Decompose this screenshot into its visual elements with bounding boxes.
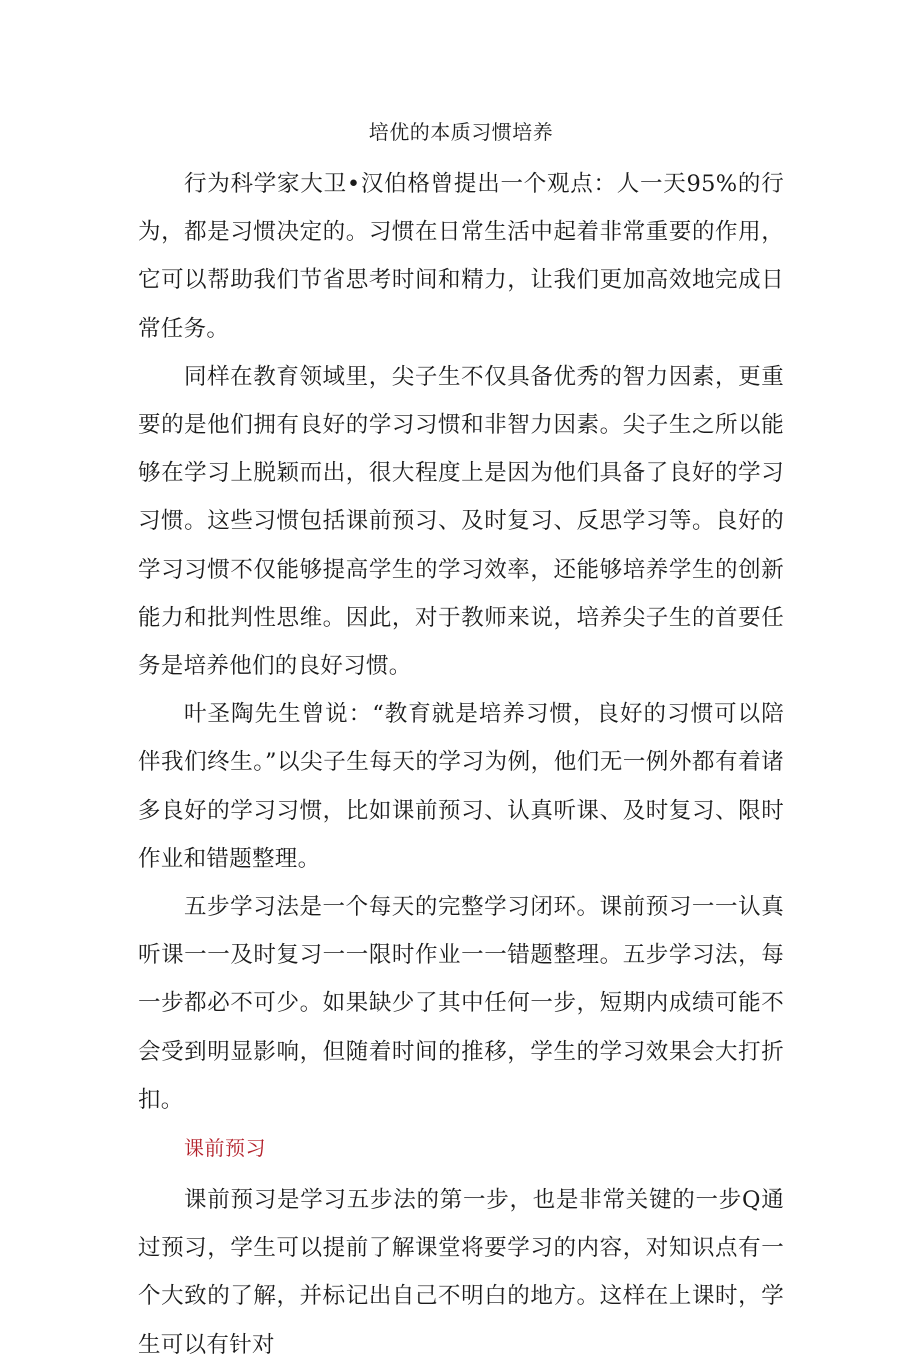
paragraph-habit-behavior: 行为科学家大卫•汉伯格曾提出一个观点：人一天95%的行为，都是习惯决定的。习惯在日常生活中起着非常重要的作用，它可以帮助我们节省思考时间和精力，让我们更加高效地完成日常任务。 (138, 171, 784, 342)
document-title: 培优的本质习惯培养 (368, 120, 554, 144)
paragraph-five-step-method: 五步学习法是一个每天的完整学习闭环。课前预习一一认真听课一一及时复习一一限时作业一一错题整理。五步学习法，每一步都必不可少。如果缺少了其中任何一步，短期内成绩可能不会受到明显影响，但随着时间的推移，学生的学习效果会大打折扣。 (138, 894, 784, 1113)
paragraph-education-field: 同样在教育领域里，尖子生不仅具备优秀的智力因素，更重要的是他们拥有良好的学习习惯和非智力因素。尖子生之所以能够在学习上脱颖而出，很大程度上是因为他们具备了良好的学习习惯。这些习惯包括课前预习、及时复习、反思学习等。良好的学习习惯不仅能够提高学生的学习效率，还能够培养学生的创新能力和批判性思维。因此，对于教师来说，培养尖子生的首要任务是培养他们的良好习惯。 (138, 363, 784, 680)
paragraph-preview-intro: 课前预习是学习五步法的第一步，也是非常关键的一步Q通过预习，学生可以提前了解课堂将要学习的内容，对知识点有一个大致的了解，并标记出自己不明白的地方。这样在上课时，学生可以有针对 (138, 1187, 784, 1358)
paragraph-ye-shengtao-quote: 叶圣陶先生曾说：“教育就是培养习惯，良好的习惯可以陪伴我们终生。”以尖子生每天的学习为例，他们无一例外都有着诸多良好的学习习惯，比如课前预习、认真听课、及时复习、限时作业和错题整理。 (138, 701, 784, 872)
document-page (138, 112, 784, 1369)
section-heading-preview: 课前预习 (184, 1136, 266, 1161)
